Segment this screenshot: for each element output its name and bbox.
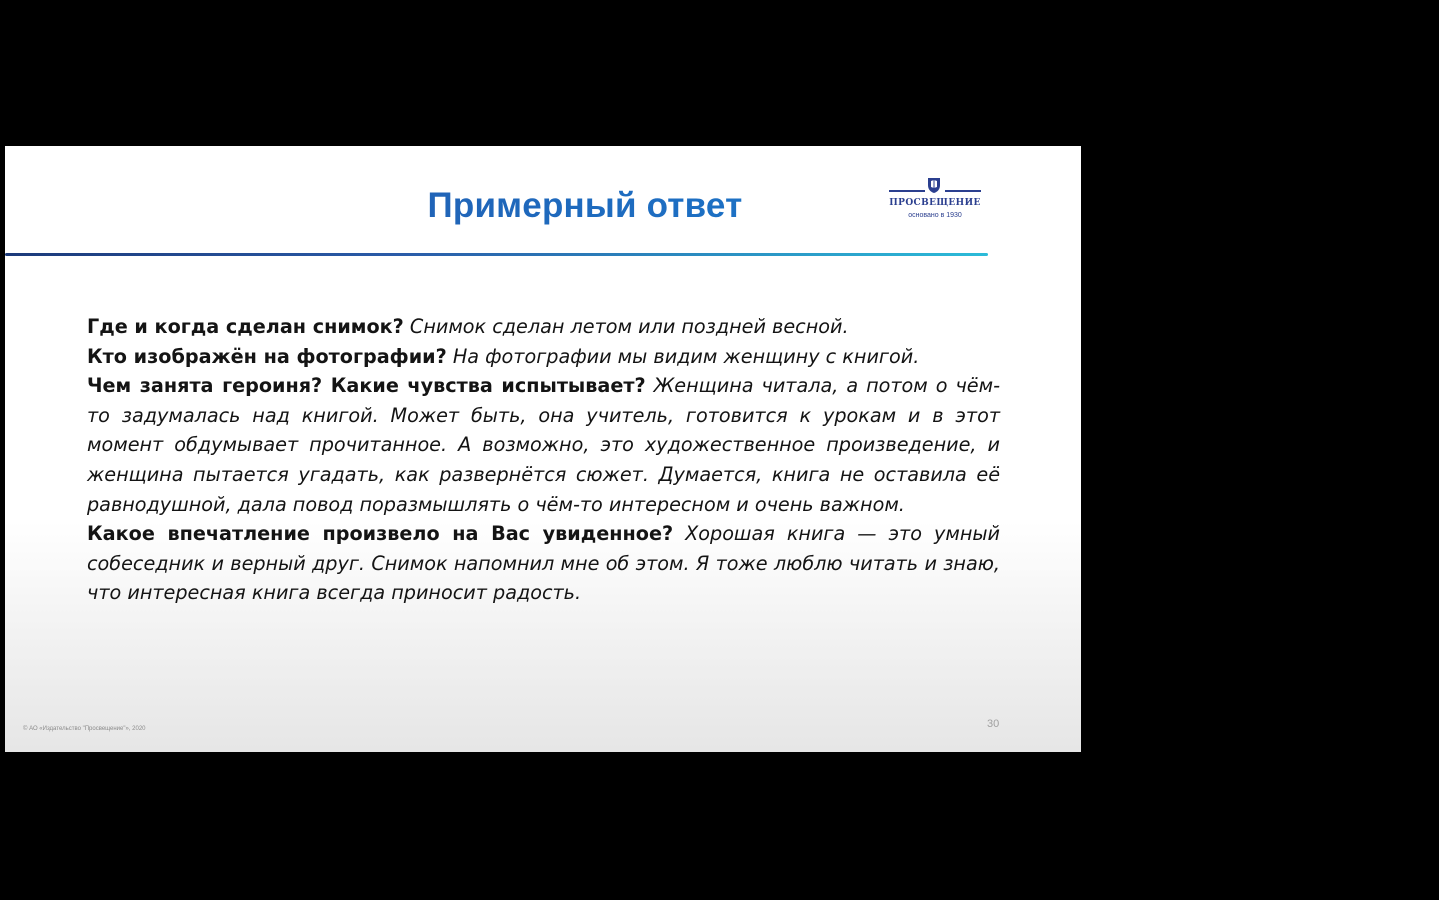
- question: Кто изображён на фотографии?: [87, 344, 447, 368]
- answer: Хорошая книга — это умный собеседник и верный друг. Снимок напомнил мне об этом. Я тоже люблю читать и знаю, что интересная книга всегда приносит радость.: [87, 522, 1000, 605]
- page-number: 30: [987, 718, 1000, 730]
- logo-subtitle: основано в 1930: [908, 212, 962, 219]
- qa-item: [87, 342, 1000, 372]
- logo-name: ПРОСВЕЩЕНИЕ: [889, 198, 981, 208]
- logo-line-right: [945, 190, 981, 192]
- title-divider: [5, 253, 988, 256]
- question: Где и когда сделан снимок?: [87, 315, 404, 338]
- qa-item: [87, 371, 1000, 519]
- slide-title: Примерный ответ: [5, 186, 1081, 226]
- logo-mark: [885, 176, 985, 196]
- qa-content: [87, 312, 1000, 608]
- qa-item: [87, 519, 1000, 608]
- question: Какое впечатление произвело на Вас увиденное?: [87, 522, 674, 546]
- presentation-slide: [5, 146, 1081, 752]
- publisher-logo: [885, 176, 985, 219]
- logo-line-left: [889, 190, 925, 192]
- answer: Снимок сделан летом или поздней весной.: [409, 315, 849, 338]
- footer-copyright: © АО «Издательство "Просвещение"», 2020: [23, 726, 146, 732]
- question: Чем занята героиня? Какие чувства испытывает?: [87, 374, 646, 398]
- shield-emblem-icon: [926, 176, 942, 194]
- answer: На фотографии мы видим женщину с книгой.: [452, 344, 920, 368]
- qa-item: [87, 312, 1000, 342]
- answer: Женщина читала, а потом о чём-то задумалась над книгой. Может быть, она учитель, готовится к урокам и в этот момент обдумывает прочитанное. А возможно, это художественное произведение, и женщина пытается угадать, как развернётся сюжет. Думается, книга не оставила её равнодушной, дала повод поразмышлять о чём-то интересном и очень важном.: [87, 374, 1000, 516]
